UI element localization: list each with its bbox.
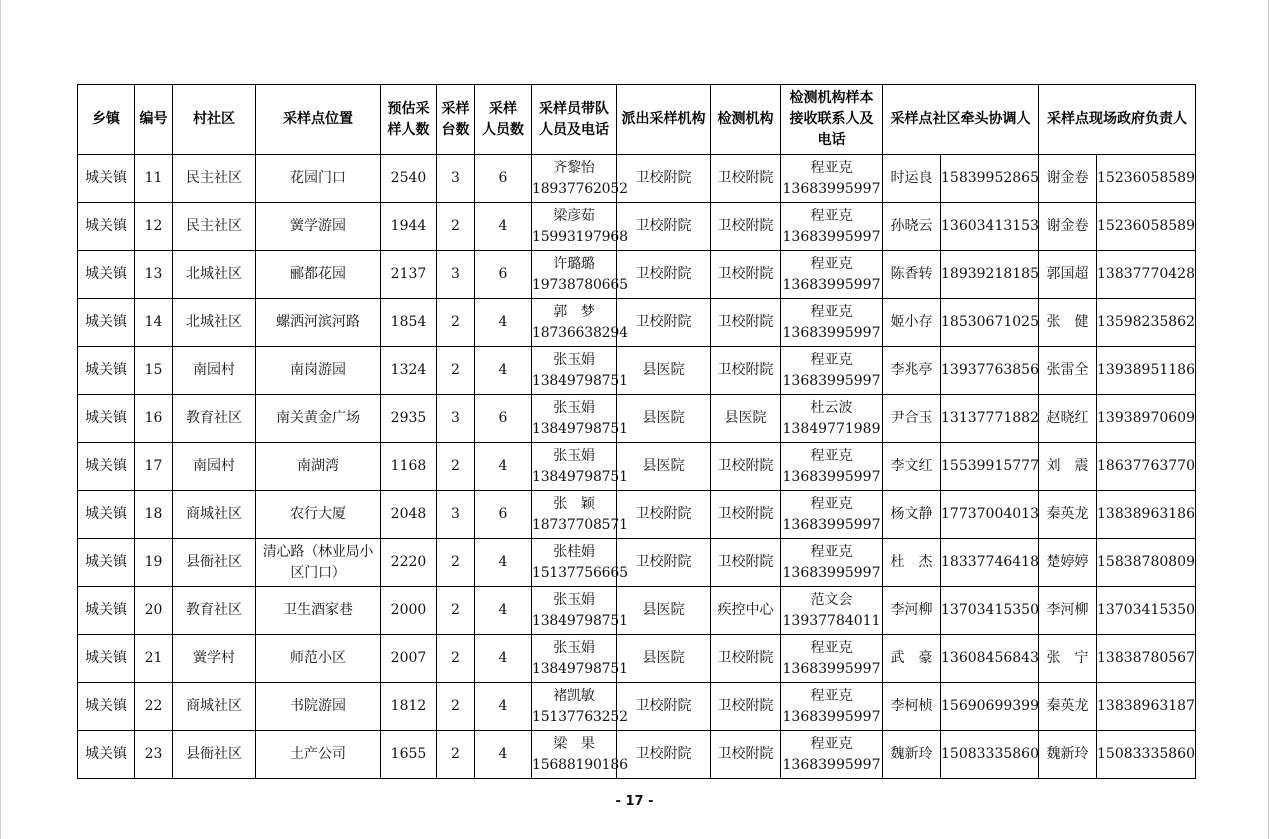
cell-dispatch: 卫校附院	[617, 683, 711, 731]
cell-staff: 6	[475, 251, 532, 299]
cell-lab: 卫校附院	[711, 731, 781, 779]
cell-staff: 4	[475, 347, 532, 395]
cell-estimate: 1168	[381, 443, 437, 491]
table-row	[78, 347, 1196, 395]
cell-lab: 卫校附院	[711, 347, 781, 395]
cell-community: 县衙社区	[173, 731, 256, 779]
cell-town: 城关镇	[78, 155, 135, 203]
cell-dispatch: 卫校附院	[617, 203, 711, 251]
cell-lab-contact: 程亚克 13683995997	[781, 635, 883, 683]
cell-town: 城关镇	[78, 635, 135, 683]
cell-num: 18	[135, 491, 173, 539]
cell-stations: 2	[437, 443, 475, 491]
cell-site: 师范小区	[256, 635, 381, 683]
cell-official-name: 张雷全	[1039, 347, 1097, 395]
cell-lab: 卫校附院	[711, 539, 781, 587]
cell-lab-contact: 程亚克 13683995997	[781, 347, 883, 395]
cell-town: 城关镇	[78, 395, 135, 443]
cell-lab: 卫校附院	[711, 155, 781, 203]
cell-leader: 张玉娟 13849798751	[532, 347, 617, 395]
table-row	[78, 251, 1196, 299]
cell-official-phone: 15083335860	[1097, 731, 1196, 779]
cell-num: 23	[135, 731, 173, 779]
cell-site: 南岗游园	[256, 347, 381, 395]
cell-dispatch: 卫校附院	[617, 491, 711, 539]
cell-lab: 疾控中心	[711, 587, 781, 635]
cell-lab-contact: 程亚克 13683995997	[781, 683, 883, 731]
cell-stations: 2	[437, 203, 475, 251]
cell-coordinator-name: 杜 杰	[883, 539, 941, 587]
cell-num: 16	[135, 395, 173, 443]
cell-community: 南园村	[173, 443, 256, 491]
cell-estimate: 2220	[381, 539, 437, 587]
table-row	[78, 203, 1196, 251]
header-lab: 检测机构	[711, 85, 781, 155]
cell-leader: 梁彦茹 15993197968	[532, 203, 617, 251]
cell-stations: 2	[437, 587, 475, 635]
cell-num: 21	[135, 635, 173, 683]
cell-community: 教育社区	[173, 587, 256, 635]
cell-dispatch: 县医院	[617, 395, 711, 443]
cell-official-phone: 18637763770	[1097, 443, 1196, 491]
table-row	[78, 635, 1196, 683]
cell-lab-contact: 程亚克 13683995997	[781, 203, 883, 251]
cell-staff: 4	[475, 539, 532, 587]
cell-town: 城关镇	[78, 539, 135, 587]
cell-official-phone: 15838780809	[1097, 539, 1196, 587]
cell-leader: 张玉娟 13849798751	[532, 635, 617, 683]
cell-staff: 4	[475, 443, 532, 491]
cell-coordinator-phone: 18530671025	[941, 299, 1039, 347]
page-number: - 17 -	[615, 794, 654, 809]
cell-coordinator-name: 李兆亭	[883, 347, 941, 395]
cell-site: 郦都花园	[256, 251, 381, 299]
cell-official-phone: 13838963187	[1097, 683, 1196, 731]
table-row	[78, 395, 1196, 443]
cell-lab-contact: 程亚克 13683995997	[781, 491, 883, 539]
cell-official-phone: 13938951186	[1097, 347, 1196, 395]
cell-dispatch: 卫校附院	[617, 251, 711, 299]
cell-estimate: 2007	[381, 635, 437, 683]
cell-coordinator-name: 武 豪	[883, 635, 941, 683]
cell-lab-contact: 程亚克 13683995997	[781, 155, 883, 203]
cell-official-phone: 13838780567	[1097, 635, 1196, 683]
cell-town: 城关镇	[78, 491, 135, 539]
cell-community: 民主社区	[173, 155, 256, 203]
cell-leader: 褚凯敏 15137763252	[532, 683, 617, 731]
cell-coordinator-name: 时运良	[883, 155, 941, 203]
cell-coordinator-phone: 13703415350	[941, 587, 1039, 635]
cell-official-phone: 13598235862	[1097, 299, 1196, 347]
cell-lab-contact: 程亚克 13683995997	[781, 731, 883, 779]
cell-leader: 齐黎怡 18937762052	[532, 155, 617, 203]
cell-coordinator-phone: 15083335860	[941, 731, 1039, 779]
cell-stations: 3	[437, 155, 475, 203]
cell-estimate: 2137	[381, 251, 437, 299]
cell-num: 14	[135, 299, 173, 347]
cell-coordinator-name: 姬小存	[883, 299, 941, 347]
cell-coordinator-name: 李河柳	[883, 587, 941, 635]
cell-stations: 2	[437, 299, 475, 347]
cell-site: 农行大厦	[256, 491, 381, 539]
cell-stations: 2	[437, 635, 475, 683]
header-site: 采样点位置	[256, 85, 381, 155]
cell-num: 11	[135, 155, 173, 203]
table-row	[78, 299, 1196, 347]
header-lab-contact: 检测机构样本 接收联系人及 电话	[781, 85, 883, 155]
header-leader: 采样员带队 人员及电话	[532, 85, 617, 155]
cell-leader: 梁 果 15688190186	[532, 731, 617, 779]
cell-leader: 许璐璐 19738780665	[532, 251, 617, 299]
cell-stations: 2	[437, 683, 475, 731]
header-dispatch: 派出采样机构	[617, 85, 711, 155]
cell-coordinator-phone: 13137771882	[941, 395, 1039, 443]
cell-dispatch: 卫校附院	[617, 539, 711, 587]
cell-dispatch: 县医院	[617, 347, 711, 395]
cell-community: 商城社区	[173, 491, 256, 539]
cell-town: 城关镇	[78, 203, 135, 251]
cell-num: 12	[135, 203, 173, 251]
cell-community: 南园村	[173, 347, 256, 395]
cell-staff: 6	[475, 491, 532, 539]
header-stations: 采样 台数	[437, 85, 475, 155]
cell-num: 20	[135, 587, 173, 635]
cell-official-name: 谢金卷	[1039, 155, 1097, 203]
cell-dispatch: 县医院	[617, 443, 711, 491]
cell-dispatch: 县医院	[617, 587, 711, 635]
cell-coordinator-name: 陈香转	[883, 251, 941, 299]
cell-official-name: 郭国超	[1039, 251, 1097, 299]
cell-estimate: 2540	[381, 155, 437, 203]
cell-coordinator-phone: 15839952865	[941, 155, 1039, 203]
table-row	[78, 683, 1196, 731]
cell-town: 城关镇	[78, 299, 135, 347]
cell-lab: 卫校附院	[711, 635, 781, 683]
cell-coordinator-phone: 13937763856	[941, 347, 1039, 395]
header-row	[78, 85, 1196, 155]
cell-estimate: 1655	[381, 731, 437, 779]
cell-lab: 卫校附院	[711, 443, 781, 491]
cell-num: 15	[135, 347, 173, 395]
cell-town: 城关镇	[78, 587, 135, 635]
cell-lab-contact: 程亚克 13683995997	[781, 539, 883, 587]
cell-leader: 张玉娟 13849798751	[532, 395, 617, 443]
cell-lab-contact: 杜云波 13849771989	[781, 395, 883, 443]
cell-community: 黉学村	[173, 635, 256, 683]
cell-site: 花园门口	[256, 155, 381, 203]
cell-coordinator-name: 魏新玲	[883, 731, 941, 779]
cell-stations: 3	[437, 491, 475, 539]
table-row	[78, 155, 1196, 203]
cell-town: 城关镇	[78, 443, 135, 491]
cell-lab: 卫校附院	[711, 203, 781, 251]
cell-dispatch: 卫校附院	[617, 299, 711, 347]
cell-official-name: 魏新玲	[1039, 731, 1097, 779]
cell-lab: 卫校附院	[711, 491, 781, 539]
table-row	[78, 443, 1196, 491]
cell-num: 22	[135, 683, 173, 731]
cell-coordinator-name: 李柯桢	[883, 683, 941, 731]
cell-stations: 2	[437, 731, 475, 779]
cell-coordinator-phone: 18939218185	[941, 251, 1039, 299]
cell-staff: 4	[475, 635, 532, 683]
cell-leader: 郭 梦 18736638294	[532, 299, 617, 347]
cell-num: 13	[135, 251, 173, 299]
cell-site: 土产公司	[256, 731, 381, 779]
cell-community: 民主社区	[173, 203, 256, 251]
cell-community: 北城社区	[173, 251, 256, 299]
page-edge-left	[0, 0, 1, 839]
table-row	[78, 587, 1196, 635]
cell-official-name: 秦英龙	[1039, 491, 1097, 539]
cell-coordinator-phone: 15690699399	[941, 683, 1039, 731]
cell-staff: 6	[475, 395, 532, 443]
cell-official-name: 楚婷婷	[1039, 539, 1097, 587]
cell-community: 北城社区	[173, 299, 256, 347]
cell-official-name: 张 健	[1039, 299, 1097, 347]
cell-community: 教育社区	[173, 395, 256, 443]
cell-estimate: 1812	[381, 683, 437, 731]
cell-coordinator-name: 杨文静	[883, 491, 941, 539]
cell-staff: 4	[475, 683, 532, 731]
cell-lab-contact: 范文会 13937784011	[781, 587, 883, 635]
cell-stations: 3	[437, 395, 475, 443]
cell-stations: 2	[437, 539, 475, 587]
cell-official-phone: 13703415350	[1097, 587, 1196, 635]
cell-leader: 张桂娟 15137756665	[532, 539, 617, 587]
cell-estimate: 2000	[381, 587, 437, 635]
header-coordinator: 采样点社区牵头协调人	[883, 85, 1039, 155]
cell-official-phone: 13938970609	[1097, 395, 1196, 443]
cell-staff: 4	[475, 299, 532, 347]
header-community: 村社区	[173, 85, 256, 155]
cell-coordinator-phone: 17737004013	[941, 491, 1039, 539]
cell-official-phone: 13838963186	[1097, 491, 1196, 539]
cell-site: 南关黄金广场	[256, 395, 381, 443]
cell-town: 城关镇	[78, 347, 135, 395]
header-estimate: 预估采 样人数	[381, 85, 437, 155]
cell-coordinator-name: 孙晓云	[883, 203, 941, 251]
cell-site: 螺洒河滨河路	[256, 299, 381, 347]
cell-lab: 卫校附院	[711, 251, 781, 299]
header-staff: 采样 人员数	[475, 85, 532, 155]
cell-coordinator-name: 尹合玉	[883, 395, 941, 443]
cell-official-name: 秦英龙	[1039, 683, 1097, 731]
cell-lab: 县医院	[711, 395, 781, 443]
cell-town: 城关镇	[78, 731, 135, 779]
cell-coordinator-name: 李文红	[883, 443, 941, 491]
cell-official-name: 刘 震	[1039, 443, 1097, 491]
cell-site: 清心路（林业局小 区门口）	[256, 539, 381, 587]
cell-site: 书院游园	[256, 683, 381, 731]
cell-coordinator-phone: 13603413153	[941, 203, 1039, 251]
cell-leader: 张玉娟 13849798751	[532, 443, 617, 491]
table-row	[78, 731, 1196, 779]
cell-staff: 4	[475, 203, 532, 251]
cell-official-phone: 13837770428	[1097, 251, 1196, 299]
cell-stations: 3	[437, 251, 475, 299]
cell-official-name: 谢金卷	[1039, 203, 1097, 251]
cell-lab-contact: 程亚克 13683995997	[781, 251, 883, 299]
cell-num: 19	[135, 539, 173, 587]
cell-official-phone: 15236058589	[1097, 203, 1196, 251]
cell-community: 县衙社区	[173, 539, 256, 587]
cell-coordinator-phone: 15539915777	[941, 443, 1039, 491]
cell-dispatch: 县医院	[617, 635, 711, 683]
cell-site: 黉学游园	[256, 203, 381, 251]
table-row	[78, 491, 1196, 539]
cell-lab: 卫校附院	[711, 683, 781, 731]
cell-leader: 张 颖 18737708571	[532, 491, 617, 539]
cell-dispatch: 卫校附院	[617, 155, 711, 203]
cell-estimate: 2935	[381, 395, 437, 443]
cell-estimate: 1324	[381, 347, 437, 395]
cell-site: 南湖湾	[256, 443, 381, 491]
table-row	[78, 539, 1196, 587]
cell-staff: 4	[475, 731, 532, 779]
cell-lab: 卫校附院	[711, 299, 781, 347]
cell-stations: 2	[437, 347, 475, 395]
cell-staff: 4	[475, 587, 532, 635]
cell-lab-contact: 程亚克 13683995997	[781, 443, 883, 491]
header-town: 乡镇	[78, 85, 135, 155]
sampling-site-table	[77, 84, 1196, 779]
cell-town: 城关镇	[78, 251, 135, 299]
cell-official-name: 赵晓红	[1039, 395, 1097, 443]
cell-lab-contact: 程亚克 13683995997	[781, 299, 883, 347]
cell-staff: 6	[475, 155, 532, 203]
cell-official-name: 张 宁	[1039, 635, 1097, 683]
cell-dispatch: 卫校附院	[617, 731, 711, 779]
cell-community: 商城社区	[173, 683, 256, 731]
cell-estimate: 2048	[381, 491, 437, 539]
cell-site: 卫生酒家巷	[256, 587, 381, 635]
cell-town: 城关镇	[78, 683, 135, 731]
header-num: 编号	[135, 85, 173, 155]
header-official: 采样点现场政府负责人	[1039, 85, 1196, 155]
cell-estimate: 1944	[381, 203, 437, 251]
cell-official-name: 李河柳	[1039, 587, 1097, 635]
cell-estimate: 1854	[381, 299, 437, 347]
cell-official-phone: 15236058589	[1097, 155, 1196, 203]
cell-num: 17	[135, 443, 173, 491]
cell-coordinator-phone: 18337746418	[941, 539, 1039, 587]
cell-coordinator-phone: 13608456843	[941, 635, 1039, 683]
cell-leader: 张玉娟 13849798751	[532, 587, 617, 635]
